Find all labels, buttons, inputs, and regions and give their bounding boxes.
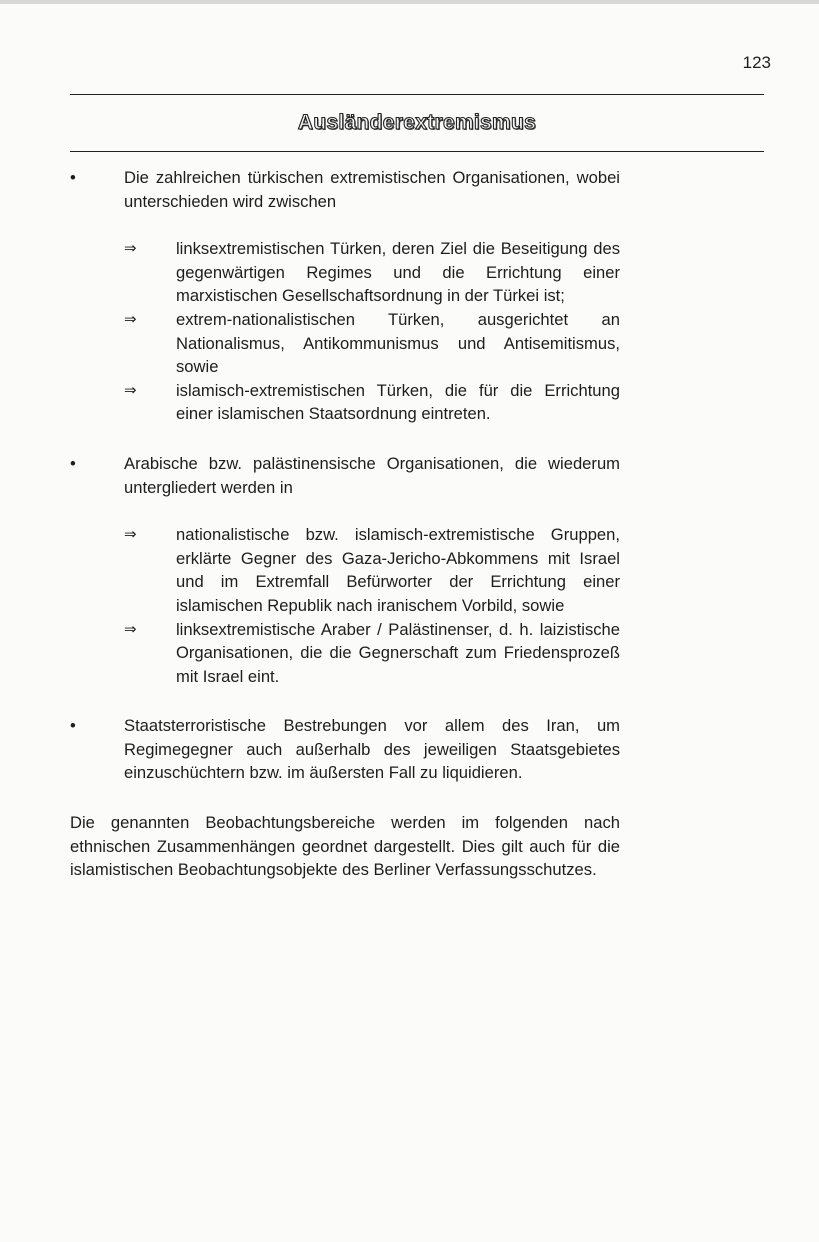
sub-item bbox=[124, 523, 620, 617]
closing-paragraph: Die genannten Beobachtungsbereiche werden im folgenden nach ethnischen Zusammenhängen geordnet dargestellt. Dies gilt auch für die islamistischen Beobachtungsobjekte des Berliner Verfassungsschutzes. bbox=[70, 813, 620, 880]
arrow-right-icon: ⇒ bbox=[124, 526, 137, 544]
spacer bbox=[70, 426, 620, 452]
bullet-text: Staatsterroristische Bestrebungen vor allem des Iran, um Regimegegner auch außerhalb des jeweiligen Staatsgebietes einzuschüchtern bzw. im äußersten Fall zu liquidieren. bbox=[124, 716, 620, 783]
spacer bbox=[70, 688, 620, 714]
bullet-icon: • bbox=[70, 453, 76, 473]
page-heading: Ausländerextremismus bbox=[297, 111, 537, 134]
sub-item-text: linksextremistische Araber / Palästinenser, d. h. laizistische Organisationen, die die Gegnerschaft zum Friedensprozeß mit Israel eint. bbox=[176, 619, 620, 686]
sub-item bbox=[124, 618, 620, 689]
arrow-right-icon: ⇒ bbox=[124, 240, 137, 258]
sub-list bbox=[124, 237, 620, 426]
header-rule-bottom bbox=[70, 151, 764, 152]
sub-item bbox=[124, 308, 620, 379]
sub-list bbox=[124, 523, 620, 688]
arrow-right-icon: ⇒ bbox=[124, 310, 137, 328]
bullet-icon: • bbox=[70, 716, 76, 736]
page-content bbox=[70, 166, 620, 882]
arrow-right-icon: ⇒ bbox=[124, 620, 137, 638]
sub-item bbox=[124, 379, 620, 426]
sub-item-text: nationalistische bzw. islamisch-extremistische Gruppen, erklärte Gegner des Gaza-Jericho-Abkommens mit Israel und im Extremfall Befürworter der Errichtung einer islamischen Republik nach iranischem Vorbild, sowie bbox=[176, 525, 620, 615]
bullet-icon: • bbox=[70, 168, 76, 187]
sub-item-text: extrem-nationalistischen Türken, ausgerichtet an Nationalismus, Antikommunismus und Antisemitismus, sowie bbox=[176, 309, 620, 377]
sub-item bbox=[124, 237, 620, 308]
sub-item-text: islamisch-extremistischen Türken, die für die Errichtung einer islamischen Staatsordnung eintreten. bbox=[176, 380, 620, 424]
header-rule-top bbox=[70, 94, 764, 95]
bullet-item bbox=[70, 452, 620, 499]
page-number: 123 bbox=[742, 53, 771, 72]
bullet-text: Arabische bzw. palästinensische Organisationen, die wiederum untergliedert werden in bbox=[124, 453, 620, 497]
sub-item-text: linksextremistischen Türken, deren Ziel die Beseitigung des gegenwärtigen Regimes und die Errichtung einer marxistischen Gesellschaftsordnung in der Türkei ist; bbox=[176, 239, 620, 306]
bullet-item bbox=[70, 166, 620, 213]
scan-top-edge bbox=[0, 0, 819, 4]
bullet-text: Die zahlreichen türkischen extremistischen Organisationen, wobei unterschieden wird zwischen bbox=[124, 168, 620, 211]
arrow-right-icon: ⇒ bbox=[124, 381, 137, 399]
bullet-item bbox=[70, 714, 620, 785]
